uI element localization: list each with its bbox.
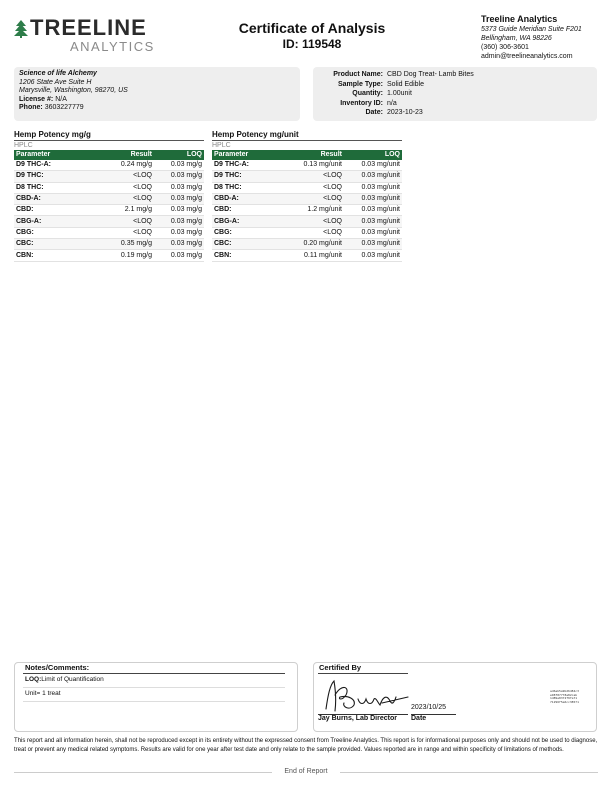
potency-mg-unit-section <box>212 130 402 262</box>
parameter-cell: D8 THC: <box>212 182 276 193</box>
loq-cell: 0.03 mg/g <box>154 239 204 250</box>
table-row <box>14 250 204 261</box>
product-row-value: n/a <box>387 99 397 107</box>
table-row <box>212 216 402 227</box>
lab-email: admin@treelineanalytics.com <box>481 53 573 60</box>
table-row <box>212 160 402 171</box>
disclaimer-text: This report and all information herein, shall not be reproduced except in its entirety without the expressed consent from Treeline Analytics. This report is for informational purposes only and should not be used to diagnose, treat or prevent any medical related symptoms. Results are valid for one year after test date and only relate to the sample provided. Values reported are in range and within specificity of limitations of methods. <box>14 738 598 753</box>
loq-cell: 0.03 mg/g <box>154 171 204 182</box>
potency-mg-g-table <box>14 150 204 262</box>
result-cell: <LOQ <box>94 216 154 227</box>
loq-cell: 0.03 mg/unit <box>344 171 402 182</box>
parameter-cell: D9 THC: <box>212 171 276 182</box>
phone-label: Phone: <box>19 104 43 112</box>
table-row <box>212 227 402 238</box>
parameter-cell: CBN: <box>212 250 276 261</box>
column-header: Result <box>94 150 154 160</box>
loq-cell: 0.03 mg/unit <box>344 216 402 227</box>
potency-mg-unit-table <box>212 150 402 262</box>
product-row-value: 1.00unit <box>387 90 412 98</box>
result-cell: 0.19 mg/g <box>94 250 154 261</box>
result-cell: 0.13 mg/unit <box>276 160 344 171</box>
company-logo <box>14 16 164 56</box>
result-cell: <LOQ <box>94 193 154 204</box>
client-phone <box>19 104 300 113</box>
result-cell: <LOQ <box>94 227 154 238</box>
footer-divider-right <box>340 772 598 773</box>
result-cell: 0.20 mg/unit <box>276 239 344 250</box>
logo-subtitle: ANALYTICS <box>70 39 155 54</box>
product-row-label: Inventory ID: <box>340 99 383 107</box>
parameter-cell: CBD-A: <box>14 193 94 204</box>
table-row <box>212 250 402 261</box>
loq-cell: 0.03 mg/unit <box>344 205 402 216</box>
product-row-label: Product Name: <box>333 71 383 78</box>
table-row <box>14 239 204 250</box>
hash-line: 1d89e8372f9fa71 <box>550 696 578 701</box>
loq-cell: 0.03 mg/g <box>154 193 204 204</box>
loq-note <box>25 676 104 683</box>
product-row <box>313 108 597 118</box>
verification-hash <box>550 690 579 704</box>
lab-info <box>481 14 609 61</box>
parameter-cell: CBC: <box>14 239 94 250</box>
result-cell: 0.35 mg/g <box>94 239 154 250</box>
result-cell: <LOQ <box>276 182 344 193</box>
table-row <box>14 205 204 216</box>
method-label: HPLC <box>212 142 231 149</box>
table-row <box>212 239 402 250</box>
result-cell: 0.11 mg/unit <box>276 250 344 261</box>
product-row-value: 2023-10-23 <box>387 109 423 117</box>
lab-address-line-1: 5373 Guide Meridian Suite F201 <box>481 26 582 33</box>
method-label: HPLC <box>14 142 33 149</box>
client-name: Science of life Alchemy <box>19 70 97 77</box>
product-row-value: CBD Dog Treat- Lamb Bites <box>387 71 474 78</box>
loq-abbr: LOQ: <box>25 676 42 683</box>
notes-row-divider <box>23 687 285 688</box>
certified-date: 2023/10/25 <box>411 704 447 711</box>
date-label: Date <box>411 715 427 722</box>
loq-cell: 0.03 mg/unit <box>344 182 402 193</box>
parameter-cell: D8 THC: <box>14 182 94 193</box>
client-info-box <box>14 67 300 121</box>
result-cell: <LOQ <box>276 227 344 238</box>
tree-logo-icon <box>14 20 28 38</box>
certified-title: Certified By <box>319 663 362 672</box>
parameter-cell: D9 THC-A: <box>14 160 94 171</box>
signature-mark <box>320 673 412 715</box>
client-address-line-2: Marysville, Washington, 98270, US <box>19 87 128 95</box>
hash-line: e98f87778a82cab <box>550 692 578 697</box>
product-info-box <box>313 67 597 121</box>
notes-box <box>14 662 298 732</box>
loq-cell: 0.03 mg/unit <box>344 239 402 250</box>
footer-divider-left <box>14 772 272 773</box>
client-license <box>19 96 300 105</box>
page-title: Certificate of Analysis <box>238 20 386 36</box>
signer-name: Jay Burns, Lab Director <box>318 715 397 722</box>
hash-line: ad6ab5a9b26d84c3 <box>550 689 579 693</box>
product-row <box>313 80 597 90</box>
product-row <box>313 99 597 109</box>
client-address-line-1: 1206 State Ave Suite H <box>19 78 92 86</box>
parameter-cell: CBC: <box>212 239 276 250</box>
potency-mg-g-section <box>14 130 204 262</box>
end-of-report: End of Report <box>284 768 328 775</box>
parameter-cell: CBD: <box>212 205 276 216</box>
table-row <box>212 182 402 193</box>
parameter-cell: CBG-A: <box>212 216 276 227</box>
result-cell: <LOQ <box>94 171 154 182</box>
parameter-cell: D9 THC: <box>14 171 94 182</box>
license-value: N/A <box>55 95 67 103</box>
loq-cell: 0.03 mg/unit <box>344 250 402 261</box>
parameter-cell: CBG-A: <box>14 216 94 227</box>
certificate-id: ID: 119548 <box>282 37 342 51</box>
result-cell: <LOQ <box>276 216 344 227</box>
table-row <box>14 171 204 182</box>
product-row-label: Quantity: <box>352 90 383 98</box>
column-header: LOQ <box>154 150 204 160</box>
loq-cell: 0.03 mg/g <box>154 160 204 171</box>
product-row <box>313 89 597 99</box>
license-label: License #: <box>19 95 54 103</box>
column-header: Result <box>276 150 344 160</box>
parameter-cell: CBG: <box>212 227 276 238</box>
result-cell: 2.1 mg/g <box>94 205 154 216</box>
table-row <box>212 171 402 182</box>
table-row <box>14 193 204 204</box>
table-row <box>14 182 204 193</box>
table-row <box>212 193 402 204</box>
notes-title: Notes/Comments: <box>25 663 90 672</box>
loq-cell: 0.03 mg/unit <box>344 227 402 238</box>
table-header-row <box>14 150 204 160</box>
result-cell: <LOQ <box>94 182 154 193</box>
parameter-cell: CBG: <box>14 227 94 238</box>
parameter-cell: CBN: <box>14 250 94 261</box>
result-cell: 0.24 mg/g <box>94 160 154 171</box>
notes-row-divider <box>23 701 285 702</box>
notes-divider <box>23 673 285 674</box>
loq-cell: 0.03 mg/unit <box>344 193 402 204</box>
logo-wordmark: TREELINE <box>30 15 147 40</box>
loq-cell: 0.03 mg/g <box>154 205 204 216</box>
lab-address-line-2: Bellingham, WA 98226 <box>481 35 552 42</box>
section-title: Hemp Potency mg/unit <box>212 130 299 139</box>
loq-cell: 0.03 mg/g <box>154 216 204 227</box>
phone-value: 3603227779 <box>44 104 84 112</box>
loq-cell: 0.03 mg/g <box>154 227 204 238</box>
loq-cell: 0.03 mg/g <box>154 182 204 193</box>
parameter-cell: D9 THC-A: <box>212 160 276 171</box>
section-title: Hemp Potency mg/g <box>14 130 91 139</box>
column-header: Parameter <box>14 150 94 160</box>
table-header-row <box>212 150 402 160</box>
lab-phone: (360) 306-3601 <box>481 44 529 51</box>
product-row-label: Date: <box>365 109 383 117</box>
result-cell: <LOQ <box>276 171 344 182</box>
hash-line: 71296f5a6cc38571 <box>550 699 579 704</box>
loq-cell: 0.03 mg/g <box>154 250 204 261</box>
table-row <box>14 160 204 171</box>
loq-cell: 0.03 mg/unit <box>344 160 402 171</box>
column-header: Parameter <box>212 150 276 160</box>
table-row <box>14 227 204 238</box>
certified-by-box <box>313 662 597 732</box>
table-row <box>14 216 204 227</box>
product-row <box>313 70 597 80</box>
result-cell: 1.2 mg/unit <box>276 205 344 216</box>
result-cell: <LOQ <box>276 193 344 204</box>
parameter-cell: CBD: <box>14 205 94 216</box>
loq-definition: Limit of Quantification <box>41 676 104 683</box>
product-row-value: Solid Edible <box>387 80 424 88</box>
lab-name: Treeline Analytics <box>481 14 558 24</box>
parameter-cell: CBD-A: <box>212 193 276 204</box>
unit-note: Unit= 1 treat <box>25 690 61 697</box>
product-row-label: Sample Type: <box>338 80 383 88</box>
column-header: LOQ <box>344 150 402 160</box>
table-row <box>212 205 402 216</box>
